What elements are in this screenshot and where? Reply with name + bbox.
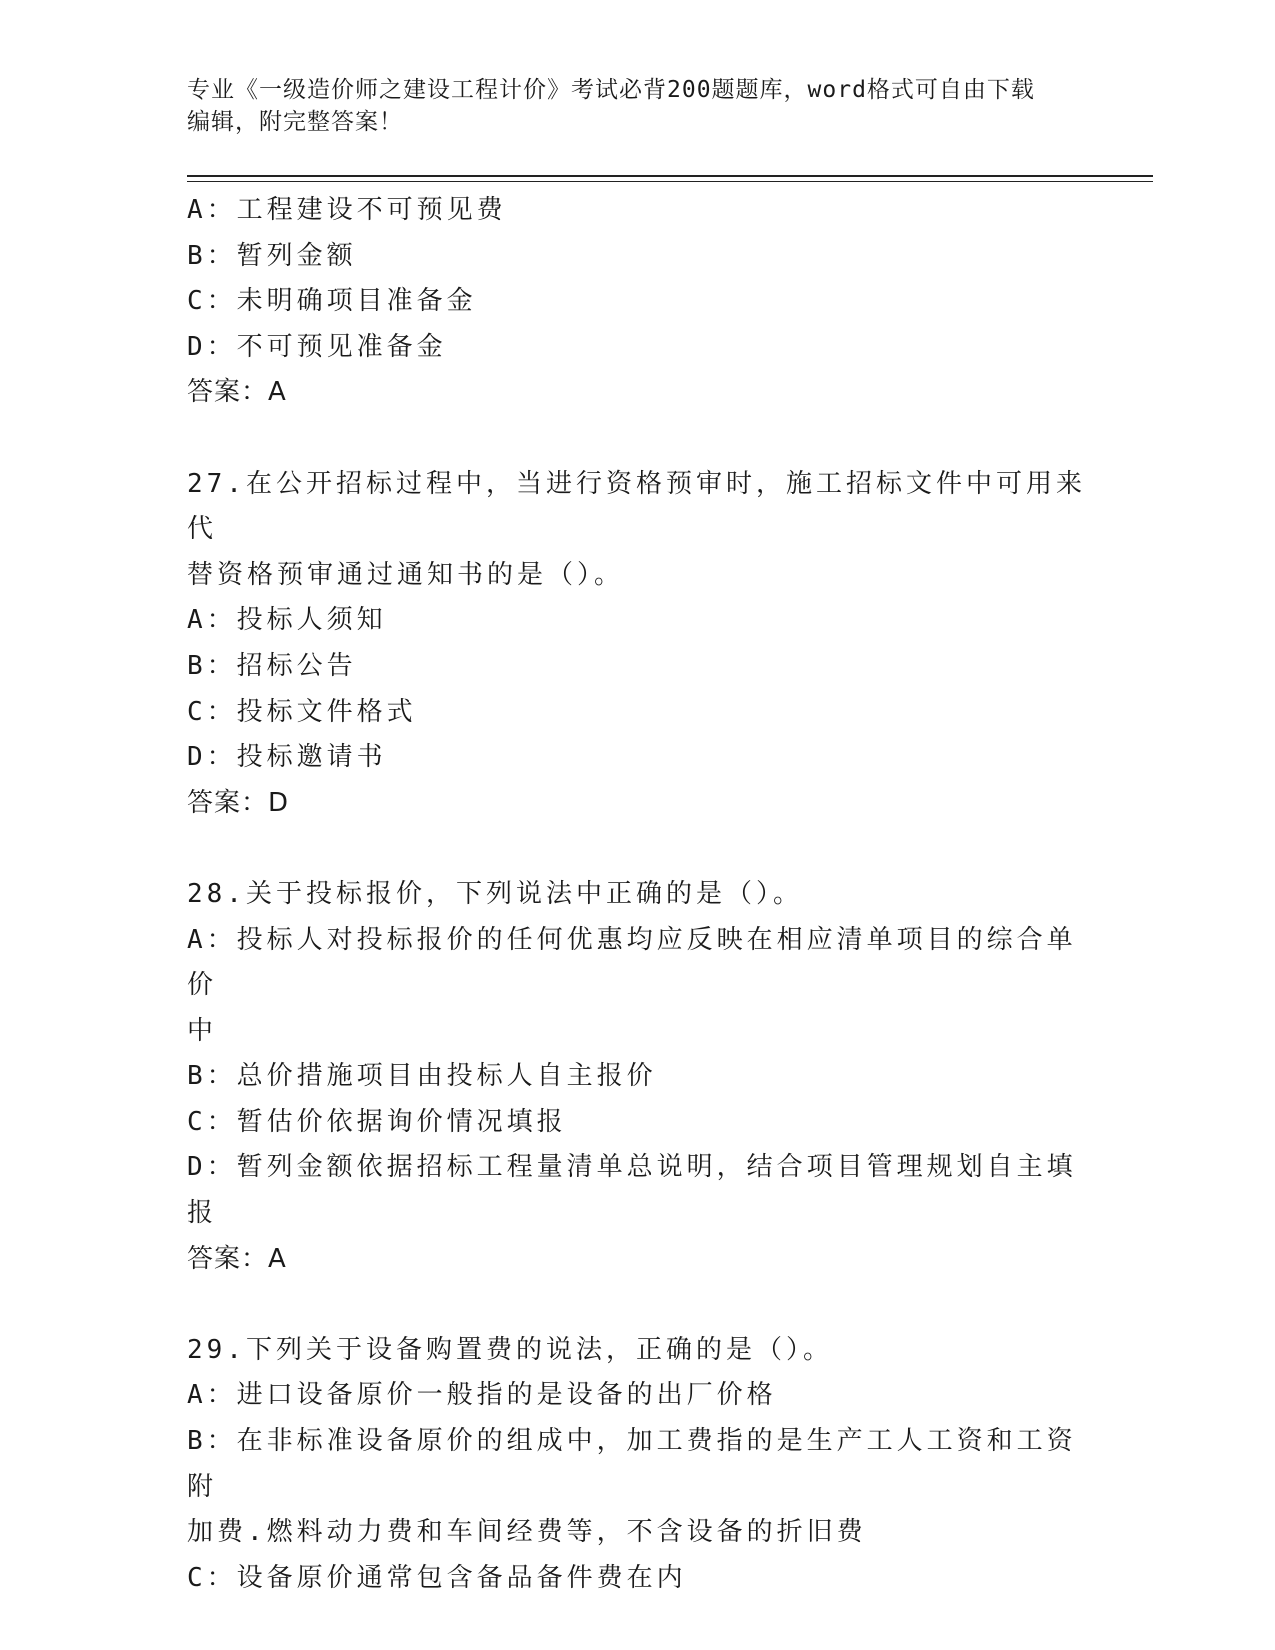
q28-option-a-line-2: 中 [187, 1015, 218, 1046]
q26-option-b: B：暂列金额 [187, 240, 357, 271]
q28-option-a-line-1: A：投标人对投标报价的任何优惠均应反映在相应清单项目的综合单价 [187, 924, 1077, 1001]
q28-option-c: C：暂估价依据询价情况填报 [187, 1106, 567, 1137]
q28-answer: 答案：A [187, 1243, 287, 1274]
document-header [187, 74, 1087, 138]
q27-option-a: A：投标人须知 [187, 605, 387, 636]
q29-option-b-line-2: 加费.燃料动力费和车间经费等，不含设备的折旧费 [187, 1517, 867, 1548]
q29-option-c: C：设备原价通常包含备品备件费在内 [187, 1562, 687, 1593]
q27-answer: 答案：D [187, 787, 290, 818]
q27-option-b: B：招标公告 [187, 650, 357, 681]
q26-option-c: C：未明确项目准备金 [187, 286, 477, 317]
q27-option-d: D：投标邀请书 [187, 742, 387, 773]
header-line-1: 专业《一级造价师之建设工程计价》考试必背200题题库，word格式可自由下载 [187, 77, 1035, 103]
q29-option-a: A：进口设备原价一般指的是设备的出厂价格 [187, 1380, 777, 1411]
q26-option-a: A：工程建设不可预见费 [187, 195, 507, 225]
header-rule-thick [187, 175, 1153, 177]
spacer [187, 416, 1087, 462]
spacer [187, 1282, 1087, 1328]
q26-answer: 答案：A [187, 377, 287, 408]
q28-stem: 28.关于投标报价，下列说法中正确的是（）。 [187, 878, 803, 909]
q27-stem-line-2: 替资格预审通过通知书的是（）。 [187, 559, 625, 590]
q28-option-d: D：暂列金额依据招标工程量清单总说明，结合项目管理规划自主填报 [187, 1152, 1077, 1229]
header-line-2: 编辑，附完整答案！ [187, 109, 403, 135]
q29-stem: 29.下列关于设备购置费的说法，正确的是（）。 [187, 1334, 833, 1365]
q29-option-b-line-1: B：在非标准设备原价的组成中，加工费指的是生产工人工资和工资附 [187, 1426, 1077, 1502]
q27-option-c: C：投标文件格式 [187, 696, 417, 727]
q28-option-b: B：总价措施项目由投标人自主报价 [187, 1061, 657, 1092]
q27-stem-line-1: 27.在公开招标过程中，当进行资格预审时，施工招标文件中可用来代 [187, 468, 1086, 545]
q26-option-d: D：不可预见准备金 [187, 331, 447, 362]
question-content [187, 188, 1087, 1601]
spacer [187, 826, 1087, 872]
header-rule-thin [187, 181, 1153, 182]
